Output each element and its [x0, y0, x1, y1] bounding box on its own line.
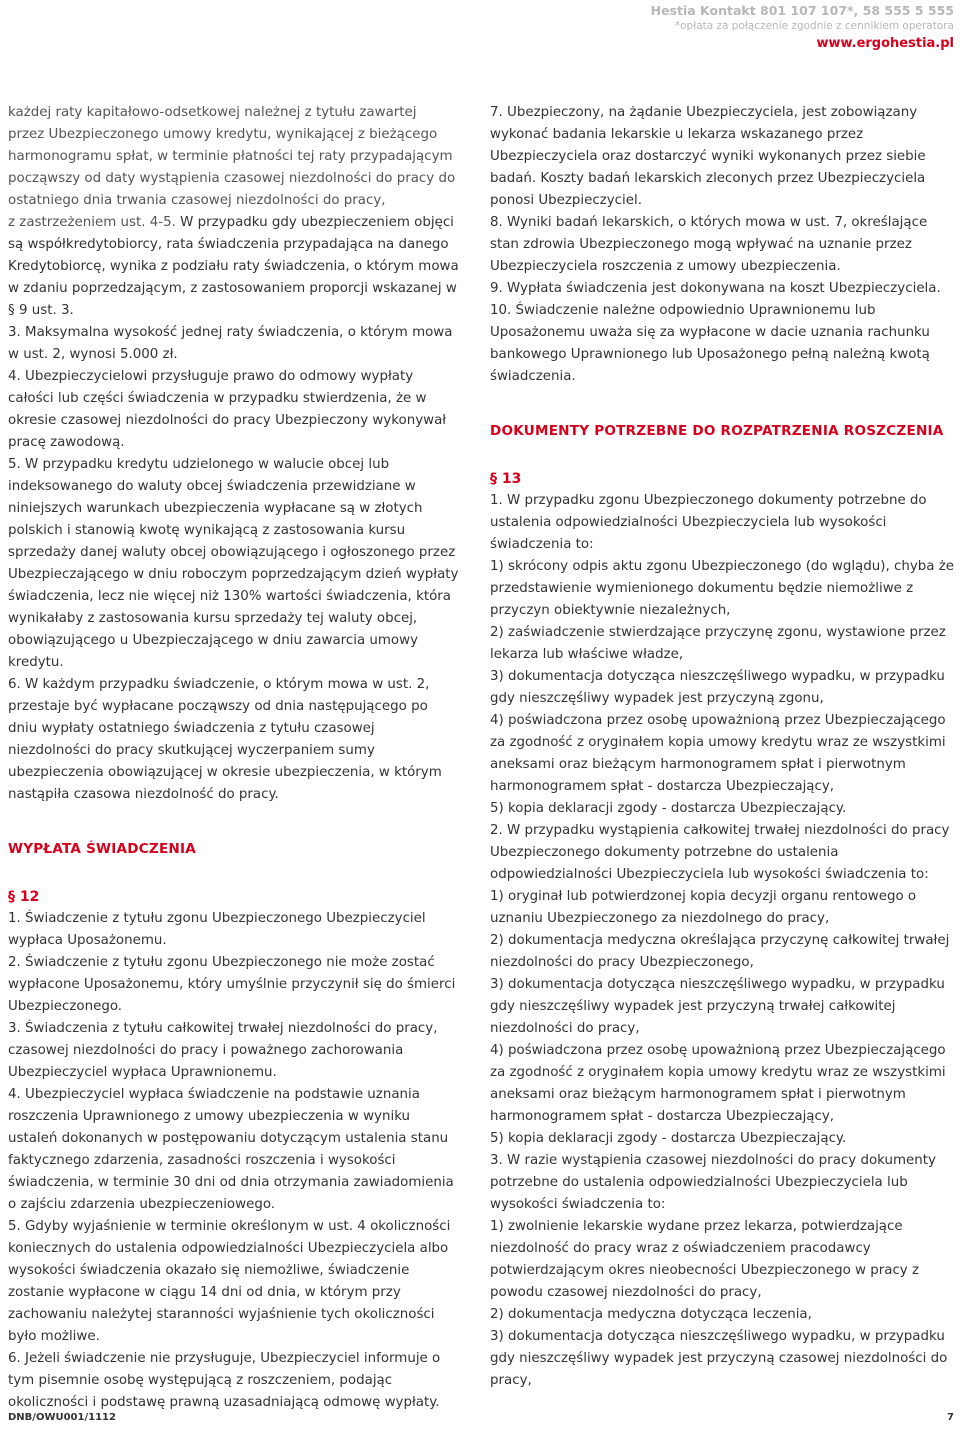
clause: 1) oryginał lub potwierdzonej kopia decyzji organu rentowego o uznaniu Ubezpieczonego za niezdolnego do pracy,: [490, 889, 917, 926]
clause: 3. Maksymalna wysokość jednej raty świadczenia, o którym mowa w ust. 2, wynosi 5.000 zł.: [8, 325, 453, 362]
clause: 8. Wyniki badań lekarskich, o których mowa w ust. 7, określające stan zdrowia Ubezpieczonego mogą wpływać na uznanie przez Ubezpieczyciela roszczenia z umowy ubezpieczenia.: [490, 215, 928, 274]
clause: 5) kopia deklaracji zgody - dostarcza Ubezpieczający.: [490, 801, 847, 816]
section-heading-documents: DOKUMENTY POTRZEBNE DO ROZPATRZENIA ROSZCZENIA: [490, 423, 944, 439]
intro-line: począwszy od daty wystąpienia czasowej niezdolności do pracy do: [8, 171, 456, 186]
clause: 7. Ubezpieczony, na żądanie Ubezpieczyciela, jest zobowiązany wykonać badania lekarskie u lekarza wskazanego przez Ubezpieczyciela oraz dostarczyć wyniki wykonanych przez siebie badań. Koszty badań lekarskich zleconych przez Ubezpieczyciela ponosi Ubezpieczyciel.: [490, 105, 926, 208]
left-list-a: [8, 234, 460, 806]
intro-line: przez Ubezpieczonego umowy kredytu, wynikającej z bieżącego: [8, 127, 438, 142]
right-column: [490, 102, 956, 1392]
clause: 4) poświadczona przez osobę upoważnioną przez Ubezpieczającego za zgodność z oryginałem kopia umowy kredytu wraz ze wszystkimi aneksami oraz bieżącym harmonogramem spłat i pierwotnym harmonogramem spłat - dostarcza Ubezpieczający,: [490, 1043, 946, 1124]
clause: 4. Ubezpieczycielowi przysługuje prawo do odmowy wypłaty całości lub części świadczenia w przypadku stwierdzenia, że w okresie czasowej niezdolności do pracy Ubezpieczony wykonywał pracę zawodową.: [8, 369, 447, 450]
left-column: [8, 102, 460, 1414]
clause: 2) zaświadczenie stwierdzające przyczynę zgonu, wystawione przez lekarza lub właściwe władze,: [490, 625, 946, 662]
clause: 3) dokumentacja dotycząca nieszczęśliwego wypadku, w przypadku gdy nieszczęśliwy wypadek jest przyczyną czasowej niezdolności do pracy,: [490, 1329, 948, 1388]
clause: 6. W każdym przypadku świadczenie, o którym mowa w ust. 2, przestaje być wypłacane począwszy od dnia następującego po dniu wypłaty ostatniego świadczenia z tytułu czasowej niezdolności do pracy skutkującej wyczerpaniem sumy ubezpieczenia obowiązującej w okresie ubezpieczenia, w którym nastąpiła czasowa niezdolność do pracy.: [8, 677, 442, 802]
clause: 4) poświadczona przez osobę upoważnioną przez Ubezpieczającego za zgodność z oryginałem kopia umowy kredytu wraz ze wszystkimi aneksami oraz bieżącym harmonogramem spłat i pierwotnym harmonogramem spłat - dostarcza Ubezpieczający,: [490, 713, 946, 794]
clause: 3. Świadczenia z tytułu całkowitej trwałej niezdolności do pracy, czasowej niezdolności do pracy i poważnego zachorowania Ubezpieczyciel wypłaca Uprawnionemu.: [8, 1021, 438, 1080]
clause: 1) skrócony odpis aktu zgonu Ubezpieczonego (do wglądu), chyba że przedstawienie wymienionego dokumentu będzie niemożliwe z przyczyn obiektywnie niezależnych,: [490, 559, 954, 618]
intro-line: harmonogramu spłat, w terminie płatności tej raty przypadającym: [8, 149, 453, 164]
clause: 6. Jeżeli świadczenie nie przysługuje, Ubezpieczyciel informuje o tym pisemnie osobę występującą z roszczeniem, podając okoliczności i podstawę prawną uzasadniającą odmowę wypłaty.: [8, 1351, 441, 1410]
clause: 2) dokumentacja medyczna określająca przyczynę całkowitej trwałej niezdolności do pracy Ubezpieczonego,: [490, 933, 950, 970]
clause: 2. W przypadku wystąpienia całkowitej trwałej niezdolności do pracy Ubezpieczonego dokumenty potrzebne do ustalenia odpowiedzialności Ubezpieczyciela lub wysokości świadczenia to:: [490, 823, 950, 882]
intro-line: każdej raty kapitałowo-odsetkowej należnej z tytułu zawartej: [8, 105, 417, 120]
intro-line-mixed: [8, 212, 460, 234]
clause: są współkredytobiorcy, rata świadczenia przypadająca na danego Kredytobiorcę, wynika z podziału raty świadczenia, o którym mowa w zdaniu poprzedzającym, z zastosowaniem proporcji wskazanej w § 9 ust. 3.: [8, 237, 459, 318]
clause: 1) zwolnienie lekarskie wydane przez lekarza, potwierdzające niezdolność do pracy wraz z oświadczeniem pracodawcy potwierdzającym okres nieobecności Ubezpieczonego w pracy z powodu czasowej niezdolności do pracy,: [490, 1219, 920, 1300]
hotline-number: Hestia Kontakt 801 107 107*, 58 555 5 555: [650, 3, 954, 18]
page-number: 7: [947, 1412, 954, 1423]
document-code: DNB/OWU001/1112: [8, 1412, 116, 1423]
call-cost-note: *opłata za połączenie zgodnie z cennikiem operatora: [674, 20, 954, 32]
website-link[interactable]: www.ergohestia.pl: [816, 36, 954, 51]
paragraph-mark-13: § 13: [490, 471, 522, 487]
paragraph-mark-12: § 12: [8, 889, 40, 905]
clause: 1. Świadczenie z tytułu zgonu Ubezpieczonego Ubezpieczyciel wypłaca Uposażonemu.: [8, 911, 426, 948]
clause: 9. Wypłata świadczenia jest dokonywana na koszt Ubezpieczyciela.: [490, 281, 941, 296]
intro-line: ostatniego dnia trwania czasowej niezdolności do pracy,: [8, 193, 386, 208]
clause: 5. Gdyby wyjaśnienie w terminie określonym w ust. 4 okoliczności koniecznych do ustalenia odpowiedzialności Ubezpieczyciela albo wysokości świadczenia okazało się niemożliwe, świadczenie zostanie wypłacone w ciągu 14 dni od dnia, w którym przy zachowaniu należytej staranności wyjaśnienie tych okoliczności było możliwe.: [8, 1219, 451, 1344]
right-list-a: [490, 102, 956, 388]
intro-tail-b: W przypadku gdy ubezpieczeniem objęci: [175, 215, 454, 230]
page-header: [534, 0, 954, 52]
clause: 5) kopia deklaracji zgody - dostarcza Ubezpieczający.: [490, 1131, 847, 1146]
left-list-b: [8, 908, 460, 1414]
clause: 2) dokumentacja medyczna dotycząca leczenia,: [490, 1307, 812, 1322]
clause: 3) dokumentacja dotycząca nieszczęśliwego wypadku, w przypadku gdy nieszczęśliwy wypadek jest przyczyną zgonu,: [490, 669, 945, 706]
section-heading-payment: WYPŁATA ŚWIADCZENIA: [8, 841, 196, 857]
clause: 2. Świadczenie z tytułu zgonu Ubezpieczonego nie może zostać wypłacone Uposażonemu, który umyślnie przyczynił się do śmierci Ubezpieczonego.: [8, 955, 456, 1014]
clause: 10. Świadczenie należne odpowiednio Uprawnionemu lub Uposażonemu uważa się za wypłacone w dacie uznania rachunku bankowego Uprawnionego lub Uposażonego pełną należną kwotą świadczenia.: [490, 303, 930, 384]
clause: 3. W razie wystąpienia czasowej niezdolności do pracy dokumenty potrzebne do ustalenia odpowiedzialności Ubezpieczyciela lub wysokości świadczenia to:: [490, 1153, 936, 1212]
intro-paragraph: [8, 102, 460, 234]
clause: 1. W przypadku zgonu Ubezpieczonego dokumenty potrzebne do ustalenia odpowiedzialności Ubezpieczyciela lub wysokości świadczenia to:: [490, 493, 927, 552]
clause: 3) dokumentacja dotycząca nieszczęśliwego wypadku, w przypadku gdy nieszczęśliwy wypadek jest przyczyną trwałej całkowitej niezdolności do pracy,: [490, 977, 945, 1036]
clause: 4. Ubezpieczyciel wypłaca świadczenie na podstawie uznania roszczenia Uprawnionego z umowy ubezpieczenia w wyniku ustaleń dokonanych w postępowaniu dotyczącym ustalenia stanu faktycznego zdarzenia, zasadności roszczenia i wysokości świadczenia, w terminie 30 dni od dnia otrzymania zawiadomienia o zajściu zdarzenia ubezpieczeniowego.: [8, 1087, 454, 1212]
right-list-b: [490, 490, 956, 1392]
intro-tail-a: z zastrzeżeniem ust. 4-5.: [8, 215, 176, 230]
clause: 5. W przypadku kredytu udzielonego w walucie obcej lub indeksowanego do waluty obcej świadczenia przewidziane w niniejszych warunkach ubezpieczenia wypłacane są w złotych polskich i stanowią kwotę wynikającą z zastosowania kursu sprzedaży danej waluty obcej obowiązującego i ogłoszonego przez Ubezpieczającego w dniu roboczym poprzedzającym dzień wypłaty świadczenia, lecz nie więcej niż 130% wartości świadczenia, która wynikałaby z zastosowania kursu sprzedaży tej waluty obcej, obowiązującego u Ubezpieczającego w dniu zawarcia umowy kredytu.: [8, 457, 459, 670]
